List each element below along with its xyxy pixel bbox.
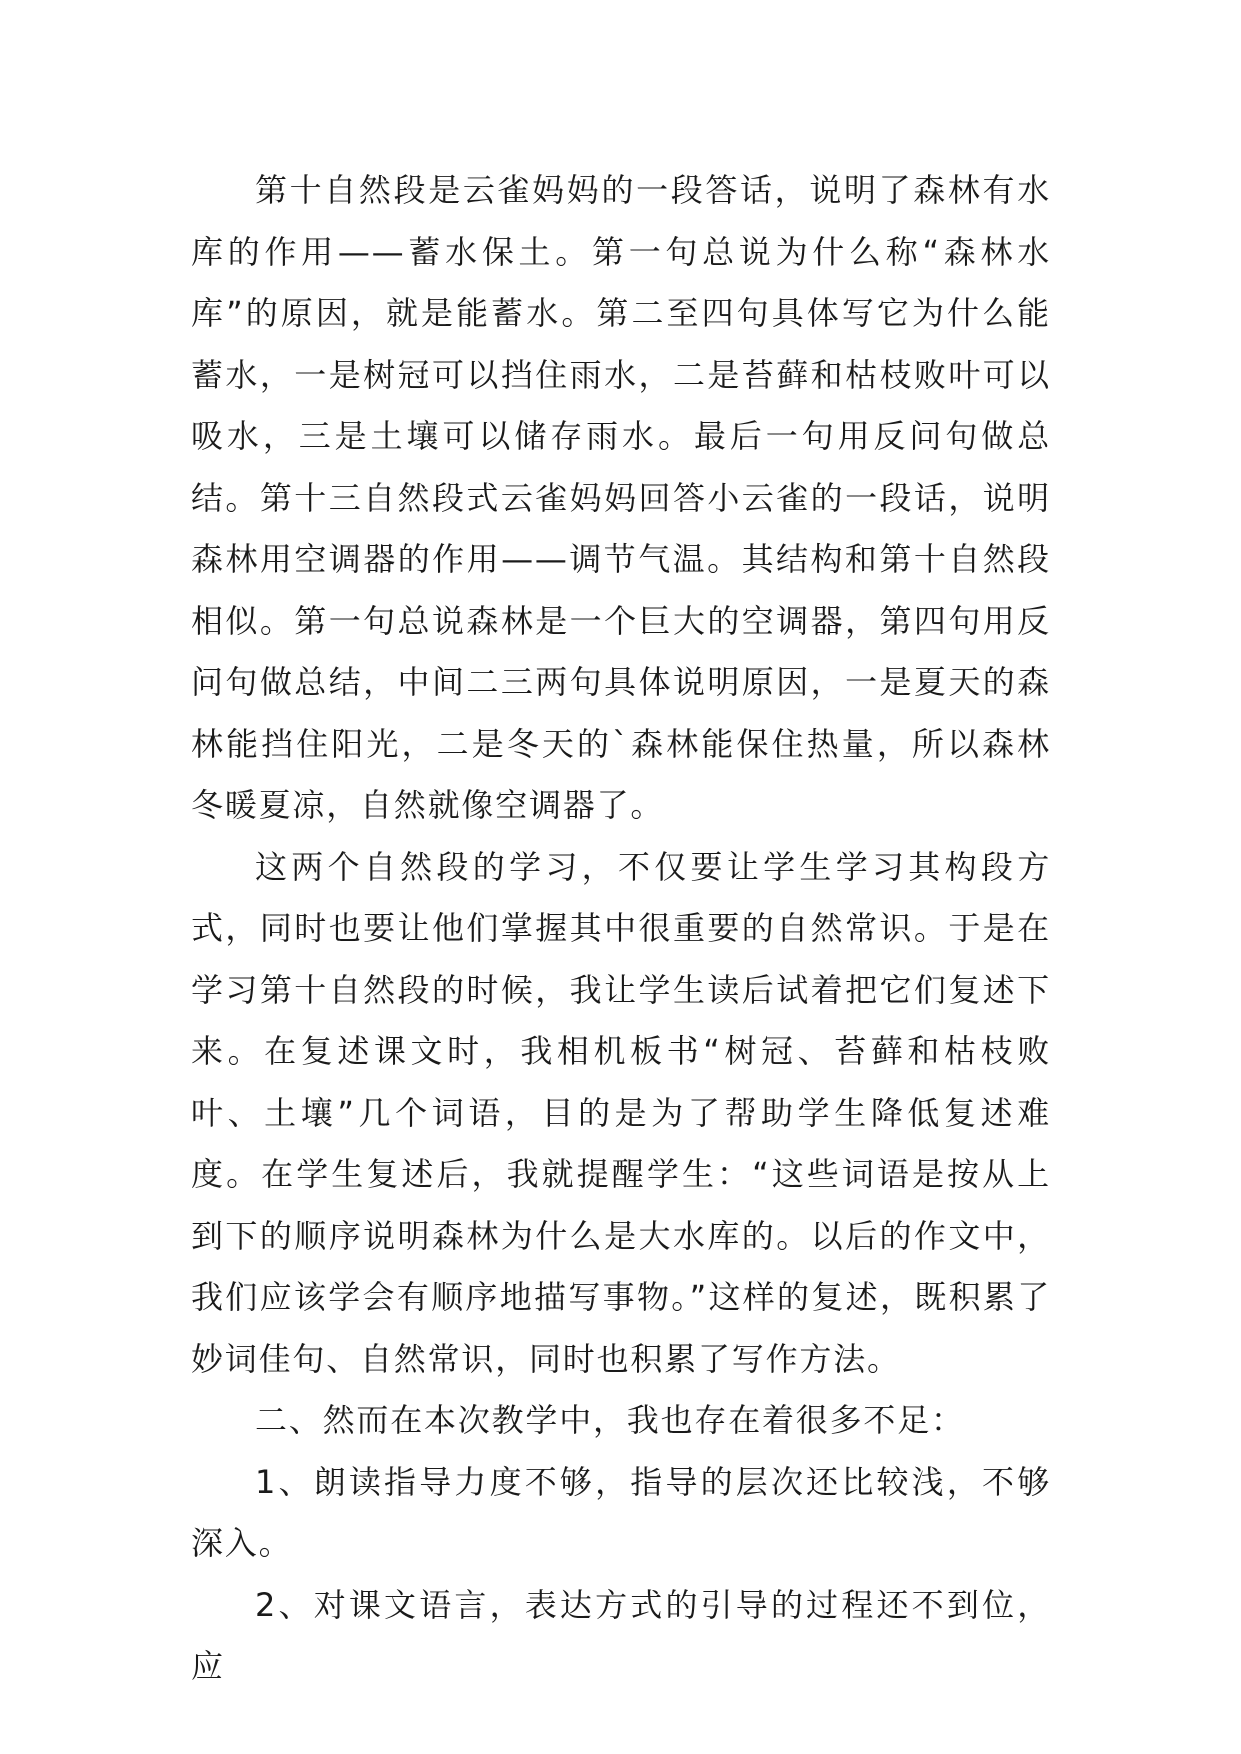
- document-body: [191, 160, 1051, 1698]
- paragraph-4: 1、朗读指导力度不够，指导的层次还比较浅，不够深入。: [191, 1462, 1051, 1562]
- paragraph-1: 第十自然段是云雀妈妈的一段答话，说明了森林有水库的作用——蓄水保土。第一句总说为什么称“森林水库”的原因，就是能蓄水。第二至四句具体写它为什么能蓄水，一是树冠可以挡住雨水，二是苔藓和枯枝败叶可以吸水，三是土壤可以储存雨水。最后一句用反问句做总结。第十三自然段式云雀妈妈回答小云雀的一段话，说明森林用空调器的作用——调节气温。其结构和第十自然段相似。第一句总说森林是一个巨大的空调器，第四句用反问句做总结，中间二三两句具体说明原因，一是夏天的森林能挡住阳光，二是冬天的`森林能保住热量，所以森林冬暖夏凉，自然就像空调器了。: [191, 171, 1051, 824]
- paragraph-5: 2、对课文语言，表达方式的引导的过程还不到位，应: [191, 1585, 1051, 1685]
- paragraph-2: 这两个自然段的学习，不仅要让学生学习其构段方式，同时也要让他们掌握其中很重要的自然常识。于是在学习第十自然段的时候，我让学生读后试着把它们复述下来。在复述课文时，我相机板书“树冠、苔藓和枯枝败叶、土壤”几个词语，目的是为了帮助学生降低复述难度。在学生复述后，我就提醒学生：“这些词语是按从上到下的顺序说明森林为什么是大水库的。以后的作文中，我们应该学会有顺序地描写事物。”这样的复述，既积累了妙词佳句、自然常识，同时也积累了写作方法。: [191, 847, 1051, 1378]
- paragraph-3: 二、然而在本次教学中，我也存在着很多不足：: [255, 1401, 965, 1439]
